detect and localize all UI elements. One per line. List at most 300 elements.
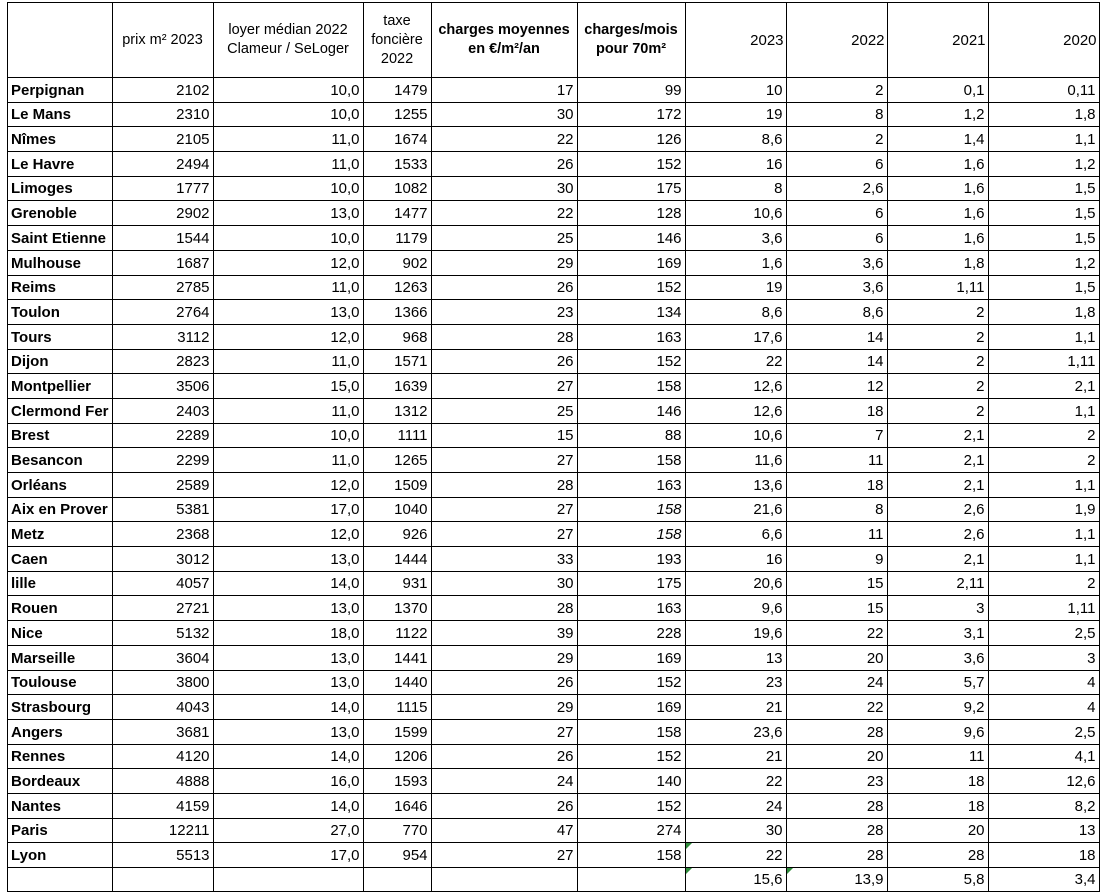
- value-2022-cell[interactable]: 20: [786, 645, 887, 670]
- value-2022-cell[interactable]: 6: [786, 226, 887, 251]
- loyer-median-cell[interactable]: 14,0: [213, 744, 363, 769]
- value-2020-cell[interactable]: 1,1: [988, 324, 1099, 349]
- prix-m2-cell[interactable]: 1687: [112, 250, 213, 275]
- value-2023-cell[interactable]: 22: [685, 843, 786, 868]
- prix-m2-cell[interactable]: 2902: [112, 201, 213, 226]
- taxe-fonciere-cell[interactable]: 1599: [363, 719, 431, 744]
- value-2022-cell[interactable]: 9: [786, 547, 887, 572]
- prix-m2-cell[interactable]: 2589: [112, 473, 213, 498]
- average-2022-cell[interactable]: 13,9: [786, 868, 887, 892]
- value-2020-cell[interactable]: 1,1: [988, 547, 1099, 572]
- charges-mois-cell[interactable]: 163: [577, 596, 685, 621]
- taxe-fonciere-cell[interactable]: 1370: [363, 596, 431, 621]
- value-2023-cell[interactable]: 22: [685, 769, 786, 794]
- value-2021-cell[interactable]: 2: [887, 300, 988, 325]
- taxe-fonciere-cell[interactable]: 1122: [363, 621, 431, 646]
- value-2021-cell[interactable]: 18: [887, 769, 988, 794]
- value-2021-cell[interactable]: 2: [887, 374, 988, 399]
- value-2023-cell[interactable]: 13,6: [685, 473, 786, 498]
- prix-m2-cell[interactable]: 2102: [112, 78, 213, 103]
- value-2022-cell[interactable]: 8,6: [786, 300, 887, 325]
- value-2022-cell[interactable]: 22: [786, 695, 887, 720]
- value-2022-cell[interactable]: 28: [786, 818, 887, 843]
- charges-mois-cell[interactable]: 175: [577, 571, 685, 596]
- value-2020-cell[interactable]: 1,5: [988, 275, 1099, 300]
- value-2021-cell[interactable]: 2,6: [887, 522, 988, 547]
- loyer-median-cell[interactable]: 14,0: [213, 695, 363, 720]
- average-2021-cell[interactable]: 5,8: [887, 868, 988, 892]
- taxe-fonciere-cell[interactable]: 1115: [363, 695, 431, 720]
- loyer-median-cell[interactable]: 12,0: [213, 473, 363, 498]
- prix-m2-cell[interactable]: 4888: [112, 769, 213, 794]
- value-2023-cell[interactable]: 8,6: [685, 300, 786, 325]
- charges-moyennes-cell[interactable]: 23: [431, 300, 577, 325]
- charges-moyennes-cell[interactable]: 27: [431, 448, 577, 473]
- value-2020-cell[interactable]: 2: [988, 571, 1099, 596]
- city-cell[interactable]: Clermond Fer: [8, 398, 113, 423]
- charges-moyennes-cell[interactable]: 26: [431, 275, 577, 300]
- city-cell[interactable]: Angers: [8, 719, 113, 744]
- charges-mois-cell[interactable]: 163: [577, 324, 685, 349]
- city-cell[interactable]: Rouen: [8, 596, 113, 621]
- prix-m2-cell[interactable]: 2105: [112, 127, 213, 152]
- value-2020-cell[interactable]: 2: [988, 448, 1099, 473]
- city-cell[interactable]: Nantes: [8, 793, 113, 818]
- value-2022-cell[interactable]: 28: [786, 719, 887, 744]
- charges-moyennes-cell[interactable]: 26: [431, 349, 577, 374]
- empty-cell[interactable]: [363, 868, 431, 892]
- charges-mois-cell[interactable]: 146: [577, 398, 685, 423]
- charges-mois-cell[interactable]: 152: [577, 275, 685, 300]
- value-2022-cell[interactable]: 8: [786, 102, 887, 127]
- taxe-fonciere-cell[interactable]: 1366: [363, 300, 431, 325]
- city-cell[interactable]: Rennes: [8, 744, 113, 769]
- taxe-fonciere-cell[interactable]: 1444: [363, 547, 431, 572]
- empty-cell[interactable]: [577, 868, 685, 892]
- average-2020-cell[interactable]: 3,4: [988, 868, 1099, 892]
- charges-mois-cell[interactable]: 158: [577, 843, 685, 868]
- value-2022-cell[interactable]: 2: [786, 78, 887, 103]
- value-2021-cell[interactable]: 2,11: [887, 571, 988, 596]
- taxe-fonciere-cell[interactable]: 902: [363, 250, 431, 275]
- loyer-median-cell[interactable]: 17,0: [213, 497, 363, 522]
- value-2023-cell[interactable]: 17,6: [685, 324, 786, 349]
- value-2020-cell[interactable]: 1,11: [988, 349, 1099, 374]
- prix-m2-cell[interactable]: 3012: [112, 547, 213, 572]
- value-2023-cell[interactable]: 10,6: [685, 201, 786, 226]
- value-2022-cell[interactable]: 7: [786, 423, 887, 448]
- value-2021-cell[interactable]: 2: [887, 324, 988, 349]
- taxe-fonciere-cell[interactable]: 1441: [363, 645, 431, 670]
- prix-m2-cell[interactable]: 4043: [112, 695, 213, 720]
- loyer-median-cell[interactable]: 11,0: [213, 152, 363, 177]
- loyer-median-cell[interactable]: 18,0: [213, 621, 363, 646]
- average-2023-cell[interactable]: 15,6: [685, 868, 786, 892]
- value-2023-cell[interactable]: 3,6: [685, 226, 786, 251]
- value-2020-cell[interactable]: 1,8: [988, 300, 1099, 325]
- value-2020-cell[interactable]: 1,1: [988, 522, 1099, 547]
- loyer-median-cell[interactable]: 13,0: [213, 300, 363, 325]
- charges-mois-cell[interactable]: 126: [577, 127, 685, 152]
- taxe-fonciere-cell[interactable]: 1111: [363, 423, 431, 448]
- value-2020-cell[interactable]: 3: [988, 645, 1099, 670]
- loyer-median-cell[interactable]: 10,0: [213, 176, 363, 201]
- city-cell[interactable]: Metz: [8, 522, 113, 547]
- city-cell[interactable]: Limoges: [8, 176, 113, 201]
- value-2022-cell[interactable]: 20: [786, 744, 887, 769]
- value-2023-cell[interactable]: 6,6: [685, 522, 786, 547]
- charges-moyennes-cell[interactable]: 47: [431, 818, 577, 843]
- value-2023-cell[interactable]: 22: [685, 349, 786, 374]
- loyer-median-cell[interactable]: 15,0: [213, 374, 363, 399]
- value-2020-cell[interactable]: 4: [988, 695, 1099, 720]
- header-year-2021[interactable]: 2021: [887, 3, 988, 78]
- value-2022-cell[interactable]: 6: [786, 201, 887, 226]
- value-2021-cell[interactable]: 0,1: [887, 78, 988, 103]
- charges-mois-cell[interactable]: 152: [577, 793, 685, 818]
- value-2023-cell[interactable]: 1,6: [685, 250, 786, 275]
- taxe-fonciere-cell[interactable]: 1312: [363, 398, 431, 423]
- city-cell[interactable]: lille: [8, 571, 113, 596]
- prix-m2-cell[interactable]: 3112: [112, 324, 213, 349]
- value-2023-cell[interactable]: 8,6: [685, 127, 786, 152]
- value-2021-cell[interactable]: 9,2: [887, 695, 988, 720]
- value-2020-cell[interactable]: 2: [988, 423, 1099, 448]
- city-cell[interactable]: Toulon: [8, 300, 113, 325]
- taxe-fonciere-cell[interactable]: 954: [363, 843, 431, 868]
- city-cell[interactable]: Le Mans: [8, 102, 113, 127]
- charges-moyennes-cell[interactable]: 28: [431, 324, 577, 349]
- charges-mois-cell[interactable]: 134: [577, 300, 685, 325]
- empty-cell[interactable]: [8, 868, 113, 892]
- value-2023-cell[interactable]: 10: [685, 78, 786, 103]
- prix-m2-cell[interactable]: 4120: [112, 744, 213, 769]
- charges-moyennes-cell[interactable]: 26: [431, 670, 577, 695]
- taxe-fonciere-cell[interactable]: 1179: [363, 226, 431, 251]
- city-cell[interactable]: Bordeaux: [8, 769, 113, 794]
- value-2023-cell[interactable]: 12,6: [685, 374, 786, 399]
- empty-cell[interactable]: [431, 868, 577, 892]
- city-cell[interactable]: Perpignan: [8, 78, 113, 103]
- city-cell[interactable]: Aix en Prover: [8, 497, 113, 522]
- charges-moyennes-cell[interactable]: 26: [431, 744, 577, 769]
- taxe-fonciere-cell[interactable]: 1509: [363, 473, 431, 498]
- value-2020-cell[interactable]: 1,2: [988, 152, 1099, 177]
- value-2023-cell[interactable]: 23: [685, 670, 786, 695]
- city-cell[interactable]: Strasbourg: [8, 695, 113, 720]
- value-2021-cell[interactable]: 5,7: [887, 670, 988, 695]
- city-cell[interactable]: Orléans: [8, 473, 113, 498]
- value-2020-cell[interactable]: 1,8: [988, 102, 1099, 127]
- value-2022-cell[interactable]: 3,6: [786, 250, 887, 275]
- value-2020-cell[interactable]: 1,9: [988, 497, 1099, 522]
- value-2021-cell[interactable]: 3,6: [887, 645, 988, 670]
- value-2021-cell[interactable]: 1,4: [887, 127, 988, 152]
- charges-mois-cell[interactable]: 152: [577, 349, 685, 374]
- loyer-median-cell[interactable]: 13,0: [213, 547, 363, 572]
- city-cell[interactable]: Mulhouse: [8, 250, 113, 275]
- value-2020-cell[interactable]: 1,5: [988, 201, 1099, 226]
- taxe-fonciere-cell[interactable]: 1440: [363, 670, 431, 695]
- value-2023-cell[interactable]: 21: [685, 744, 786, 769]
- value-2023-cell[interactable]: 20,6: [685, 571, 786, 596]
- value-2020-cell[interactable]: 4,1: [988, 744, 1099, 769]
- value-2023-cell[interactable]: 23,6: [685, 719, 786, 744]
- charges-mois-cell[interactable]: 152: [577, 670, 685, 695]
- header-year-2022[interactable]: 2022: [786, 3, 887, 78]
- taxe-fonciere-cell[interactable]: 1082: [363, 176, 431, 201]
- charges-moyennes-cell[interactable]: 27: [431, 719, 577, 744]
- value-2021-cell[interactable]: 20: [887, 818, 988, 843]
- value-2020-cell[interactable]: 1,11: [988, 596, 1099, 621]
- charges-mois-cell[interactable]: 158: [577, 374, 685, 399]
- charges-moyennes-cell[interactable]: 29: [431, 250, 577, 275]
- value-2022-cell[interactable]: 28: [786, 843, 887, 868]
- loyer-median-cell[interactable]: 11,0: [213, 275, 363, 300]
- prix-m2-cell[interactable]: 2310: [112, 102, 213, 127]
- taxe-fonciere-cell[interactable]: 1255: [363, 102, 431, 127]
- city-cell[interactable]: Marseille: [8, 645, 113, 670]
- charges-moyennes-cell[interactable]: 39: [431, 621, 577, 646]
- loyer-median-cell[interactable]: 14,0: [213, 571, 363, 596]
- charges-moyennes-cell[interactable]: 26: [431, 152, 577, 177]
- value-2020-cell[interactable]: 12,6: [988, 769, 1099, 794]
- value-2020-cell[interactable]: 1,5: [988, 176, 1099, 201]
- charges-moyennes-cell[interactable]: 28: [431, 473, 577, 498]
- charges-moyennes-cell[interactable]: 27: [431, 843, 577, 868]
- value-2023-cell[interactable]: 19,6: [685, 621, 786, 646]
- city-cell[interactable]: Toulouse: [8, 670, 113, 695]
- city-cell[interactable]: Caen: [8, 547, 113, 572]
- value-2022-cell[interactable]: 15: [786, 571, 887, 596]
- value-2021-cell[interactable]: 1,11: [887, 275, 988, 300]
- loyer-median-cell[interactable]: 16,0: [213, 769, 363, 794]
- charges-mois-cell[interactable]: 169: [577, 250, 685, 275]
- value-2023-cell[interactable]: 24: [685, 793, 786, 818]
- prix-m2-cell[interactable]: 3506: [112, 374, 213, 399]
- value-2020-cell[interactable]: 1,1: [988, 398, 1099, 423]
- prix-m2-cell[interactable]: 1777: [112, 176, 213, 201]
- charges-mois-cell[interactable]: 146: [577, 226, 685, 251]
- taxe-fonciere-cell[interactable]: 931: [363, 571, 431, 596]
- value-2022-cell[interactable]: 18: [786, 473, 887, 498]
- empty-cell[interactable]: [213, 868, 363, 892]
- value-2021-cell[interactable]: 1,6: [887, 201, 988, 226]
- value-2022-cell[interactable]: 22: [786, 621, 887, 646]
- value-2023-cell[interactable]: 10,6: [685, 423, 786, 448]
- loyer-median-cell[interactable]: 27,0: [213, 818, 363, 843]
- charges-mois-cell[interactable]: 158: [577, 719, 685, 744]
- value-2023-cell[interactable]: 21,6: [685, 497, 786, 522]
- value-2023-cell[interactable]: 8: [685, 176, 786, 201]
- city-cell[interactable]: Montpellier: [8, 374, 113, 399]
- value-2021-cell[interactable]: 1,2: [887, 102, 988, 127]
- city-cell[interactable]: Grenoble: [8, 201, 113, 226]
- prix-m2-cell[interactable]: 3681: [112, 719, 213, 744]
- value-2020-cell[interactable]: 4: [988, 670, 1099, 695]
- city-cell[interactable]: Lyon: [8, 843, 113, 868]
- charges-mois-cell[interactable]: 128: [577, 201, 685, 226]
- value-2022-cell[interactable]: 18: [786, 398, 887, 423]
- prix-m2-cell[interactable]: 2403: [112, 398, 213, 423]
- header-charges-mois[interactable]: charges/mois pour 70m²: [577, 3, 685, 78]
- value-2021-cell[interactable]: 1,8: [887, 250, 988, 275]
- charges-moyennes-cell[interactable]: 25: [431, 398, 577, 423]
- value-2021-cell[interactable]: 1,6: [887, 176, 988, 201]
- prix-m2-cell[interactable]: 2721: [112, 596, 213, 621]
- taxe-fonciere-cell[interactable]: 1263: [363, 275, 431, 300]
- prix-m2-cell[interactable]: 5132: [112, 621, 213, 646]
- value-2021-cell[interactable]: 2,6: [887, 497, 988, 522]
- loyer-median-cell[interactable]: 10,0: [213, 226, 363, 251]
- value-2023-cell[interactable]: 12,6: [685, 398, 786, 423]
- loyer-median-cell[interactable]: 12,0: [213, 324, 363, 349]
- charges-moyennes-cell[interactable]: 30: [431, 176, 577, 201]
- value-2022-cell[interactable]: 14: [786, 349, 887, 374]
- taxe-fonciere-cell[interactable]: 1265: [363, 448, 431, 473]
- taxe-fonciere-cell[interactable]: 968: [363, 324, 431, 349]
- loyer-median-cell[interactable]: 13,0: [213, 596, 363, 621]
- header-charges-moyennes[interactable]: charges moyennes en €/m²/an: [431, 3, 577, 78]
- value-2021-cell[interactable]: 9,6: [887, 719, 988, 744]
- city-cell[interactable]: Brest: [8, 423, 113, 448]
- prix-m2-cell[interactable]: 2289: [112, 423, 213, 448]
- charges-mois-cell[interactable]: 274: [577, 818, 685, 843]
- prix-m2-cell[interactable]: 3800: [112, 670, 213, 695]
- empty-cell[interactable]: [112, 868, 213, 892]
- value-2022-cell[interactable]: 8: [786, 497, 887, 522]
- taxe-fonciere-cell[interactable]: 1639: [363, 374, 431, 399]
- value-2023-cell[interactable]: 21: [685, 695, 786, 720]
- taxe-fonciere-cell[interactable]: 1593: [363, 769, 431, 794]
- value-2021-cell[interactable]: 2,1: [887, 547, 988, 572]
- prix-m2-cell[interactable]: 4159: [112, 793, 213, 818]
- charges-mois-cell[interactable]: 158: [577, 448, 685, 473]
- prix-m2-cell[interactable]: 2823: [112, 349, 213, 374]
- value-2022-cell[interactable]: 28: [786, 793, 887, 818]
- loyer-median-cell[interactable]: 14,0: [213, 793, 363, 818]
- charges-moyennes-cell[interactable]: 17: [431, 78, 577, 103]
- charges-moyennes-cell[interactable]: 27: [431, 522, 577, 547]
- city-cell[interactable]: Tours: [8, 324, 113, 349]
- value-2020-cell[interactable]: 1,5: [988, 226, 1099, 251]
- value-2023-cell[interactable]: 19: [685, 275, 786, 300]
- value-2020-cell[interactable]: 1,1: [988, 473, 1099, 498]
- header-year-2020[interactable]: 2020: [988, 3, 1099, 78]
- charges-moyennes-cell[interactable]: 29: [431, 645, 577, 670]
- charges-moyennes-cell[interactable]: 25: [431, 226, 577, 251]
- charges-mois-cell[interactable]: 175: [577, 176, 685, 201]
- value-2020-cell[interactable]: 0,11: [988, 78, 1099, 103]
- value-2022-cell[interactable]: 6: [786, 152, 887, 177]
- charges-mois-cell[interactable]: 163: [577, 473, 685, 498]
- header-prix-m2[interactable]: prix m² 2023: [112, 3, 213, 78]
- prix-m2-cell[interactable]: 1544: [112, 226, 213, 251]
- prix-m2-cell[interactable]: 12211: [112, 818, 213, 843]
- charges-mois-cell[interactable]: 152: [577, 152, 685, 177]
- value-2020-cell[interactable]: 1,2: [988, 250, 1099, 275]
- loyer-median-cell[interactable]: 11,0: [213, 448, 363, 473]
- loyer-median-cell[interactable]: 10,0: [213, 423, 363, 448]
- charges-moyennes-cell[interactable]: 26: [431, 793, 577, 818]
- charges-moyennes-cell[interactable]: 15: [431, 423, 577, 448]
- taxe-fonciere-cell[interactable]: 1040: [363, 497, 431, 522]
- city-cell[interactable]: Nice: [8, 621, 113, 646]
- value-2022-cell[interactable]: 23: [786, 769, 887, 794]
- city-cell[interactable]: Reims: [8, 275, 113, 300]
- taxe-fonciere-cell[interactable]: 1674: [363, 127, 431, 152]
- prix-m2-cell[interactable]: 2785: [112, 275, 213, 300]
- taxe-fonciere-cell[interactable]: 770: [363, 818, 431, 843]
- city-cell[interactable]: Saint Etienne: [8, 226, 113, 251]
- taxe-fonciere-cell[interactable]: 926: [363, 522, 431, 547]
- value-2022-cell[interactable]: 15: [786, 596, 887, 621]
- loyer-median-cell[interactable]: 13,0: [213, 201, 363, 226]
- value-2021-cell[interactable]: 11: [887, 744, 988, 769]
- prix-m2-cell[interactable]: 2764: [112, 300, 213, 325]
- taxe-fonciere-cell[interactable]: 1477: [363, 201, 431, 226]
- value-2020-cell[interactable]: 2,5: [988, 621, 1099, 646]
- city-cell[interactable]: Nîmes: [8, 127, 113, 152]
- value-2023-cell[interactable]: 16: [685, 547, 786, 572]
- charges-mois-cell[interactable]: 169: [577, 695, 685, 720]
- city-cell[interactable]: Besancon: [8, 448, 113, 473]
- value-2021-cell[interactable]: 2,1: [887, 423, 988, 448]
- loyer-median-cell[interactable]: 13,0: [213, 719, 363, 744]
- value-2020-cell[interactable]: 18: [988, 843, 1099, 868]
- value-2020-cell[interactable]: 2,5: [988, 719, 1099, 744]
- charges-moyennes-cell[interactable]: 27: [431, 374, 577, 399]
- taxe-fonciere-cell[interactable]: 1206: [363, 744, 431, 769]
- value-2021-cell[interactable]: 18: [887, 793, 988, 818]
- city-cell[interactable]: Dijon: [8, 349, 113, 374]
- value-2022-cell[interactable]: 12: [786, 374, 887, 399]
- value-2020-cell[interactable]: 8,2: [988, 793, 1099, 818]
- value-2023-cell[interactable]: 13: [685, 645, 786, 670]
- prix-m2-cell[interactable]: 2299: [112, 448, 213, 473]
- prix-m2-cell[interactable]: 2494: [112, 152, 213, 177]
- value-2022-cell[interactable]: 14: [786, 324, 887, 349]
- charges-moyennes-cell[interactable]: 30: [431, 102, 577, 127]
- city-cell[interactable]: Le Havre: [8, 152, 113, 177]
- value-2021-cell[interactable]: 1,6: [887, 226, 988, 251]
- value-2023-cell[interactable]: 11,6: [685, 448, 786, 473]
- charges-moyennes-cell[interactable]: 28: [431, 596, 577, 621]
- loyer-median-cell[interactable]: 12,0: [213, 250, 363, 275]
- value-2022-cell[interactable]: 24: [786, 670, 887, 695]
- charges-mois-cell[interactable]: 228: [577, 621, 685, 646]
- value-2020-cell[interactable]: 1,1: [988, 127, 1099, 152]
- prix-m2-cell[interactable]: 2368: [112, 522, 213, 547]
- value-2023-cell[interactable]: 30: [685, 818, 786, 843]
- taxe-fonciere-cell[interactable]: 1571: [363, 349, 431, 374]
- charges-mois-cell[interactable]: 169: [577, 645, 685, 670]
- value-2020-cell[interactable]: 13: [988, 818, 1099, 843]
- value-2022-cell[interactable]: 2: [786, 127, 887, 152]
- value-2021-cell[interactable]: 2,1: [887, 473, 988, 498]
- value-2022-cell[interactable]: 2,6: [786, 176, 887, 201]
- prix-m2-cell[interactable]: 5381: [112, 497, 213, 522]
- header-taxe-fonciere[interactable]: taxe foncière 2022: [363, 3, 431, 78]
- loyer-median-cell[interactable]: 11,0: [213, 398, 363, 423]
- value-2022-cell[interactable]: 11: [786, 522, 887, 547]
- charges-moyennes-cell[interactable]: 22: [431, 201, 577, 226]
- value-2023-cell[interactable]: 9,6: [685, 596, 786, 621]
- value-2020-cell[interactable]: 2,1: [988, 374, 1099, 399]
- taxe-fonciere-cell[interactable]: 1646: [363, 793, 431, 818]
- value-2021-cell[interactable]: 2: [887, 398, 988, 423]
- charges-moyennes-cell[interactable]: 30: [431, 571, 577, 596]
